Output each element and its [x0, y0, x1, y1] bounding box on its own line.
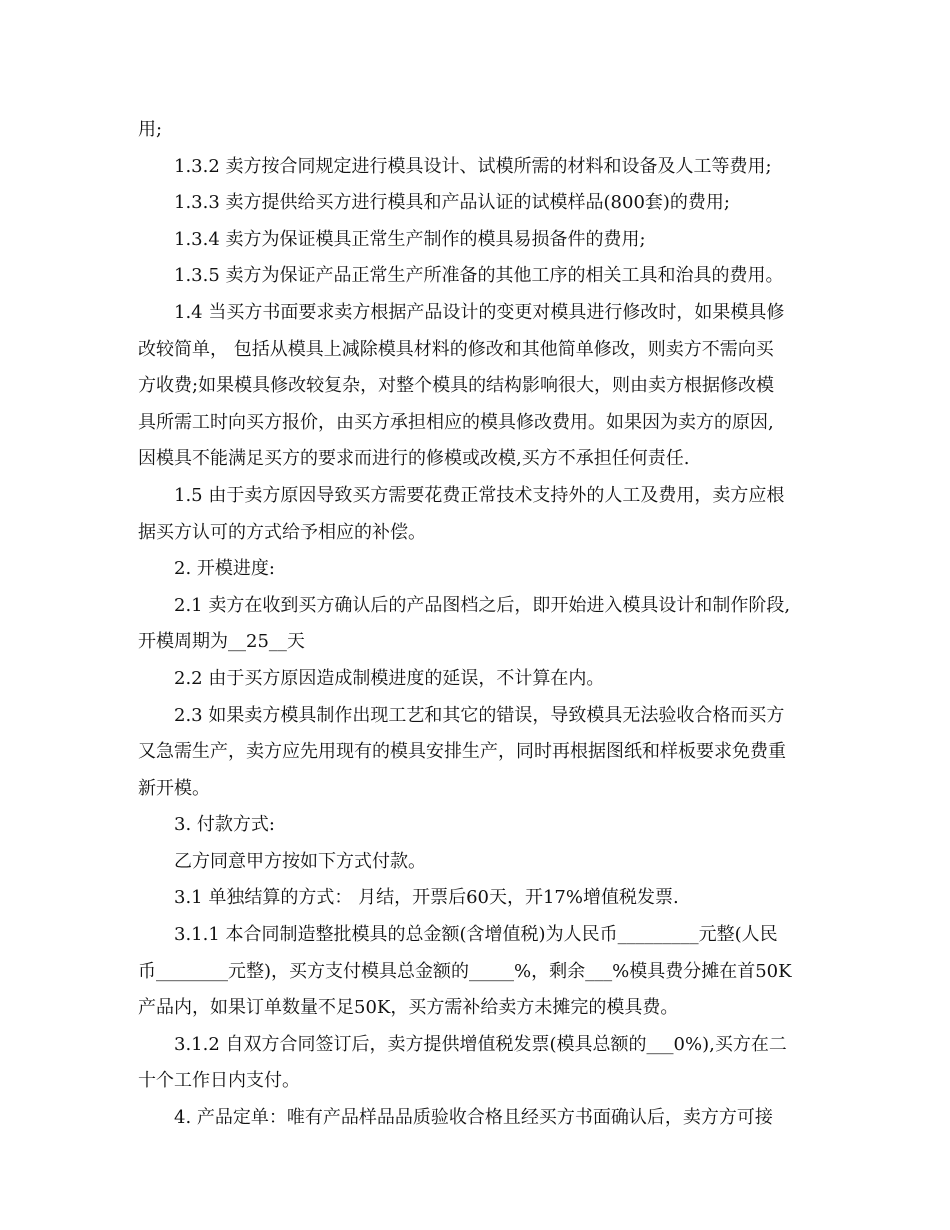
text-line: 方收费;如果模具修改较复杂，对整个模具的结构影响很大，则由卖方根据修改模: [138, 375, 775, 397]
text-line: 币________元整)，买方支付模具总金额的_____%，剩余___%模具费分摊在首50K: [138, 960, 792, 982]
text-line: 1.3.3 卖方提供给买方进行模具和产品认证的试模样品(800套)的费用;: [174, 192, 730, 214]
text-line: 因模具不能满足买方的要求而进行的修模或改模,买方不承担任何责任.: [138, 448, 690, 470]
text-line: 3.1.2 自双方合同签订后，卖方提供增值税发票(模具总额的___0%),买方在二: [174, 1033, 787, 1055]
text-line: 新开模。: [138, 777, 210, 799]
document-body: [138, 112, 818, 1137]
text-line: 又急需生产，卖方应先用现有的模具安排生产，同时再根据图纸和样板要求免费重: [138, 741, 786, 763]
text-line: 1.4 当买方书面要求卖方根据产品设计的变更对模具进行修改时，如果模具修: [174, 301, 785, 323]
text-line: 3. 付款方式:: [174, 814, 275, 836]
text-line: 改较简单， 包括从模具上减除模具材料的修改和其他简单修改，则卖方不需向买: [138, 338, 774, 360]
text-line: 4. 产品定单：唯有产品样品品质验收合格且经买方书面确认后，卖方方可接: [174, 1107, 773, 1129]
text-line: 用;: [138, 119, 163, 140]
text-line: 十个工作日内支付。: [138, 1070, 300, 1092]
text-line: 据买方认可的方式给予相应的补偿。: [138, 521, 426, 543]
text-line: 3.1.1 本合同制造整批模具的总金额(含增值税)为人民币_________元整(人民: [174, 924, 778, 946]
text-line: 乙方同意甲方按如下方式付款。: [174, 850, 426, 872]
text-line: 1.5 由于卖方原因导致买方需要花费正常技术支持外的人工及费用，卖方应根: [174, 484, 785, 506]
text-line: 2.2 由于买方原因造成制模进度的延误，不计算在内。: [174, 667, 605, 689]
text-line: 1.3.4 卖方为保证模具正常生产制作的模具易损备件的费用;: [174, 228, 646, 250]
text-line: 产品内，如果订单数量不足50K，买方需补给卖方未摊完的模具费。: [138, 997, 679, 1019]
text-line: 2. 开模进度:: [174, 558, 275, 580]
text-line: 具所需工时向买方报价，由买方承担相应的模具修改费用。如果因为卖方的原因,: [138, 411, 774, 433]
text-line: 2.3 如果卖方模具制作出现工艺和其它的错误，导致模具无法验收合格而买方: [174, 704, 785, 726]
text-line: 3.1 单独结算的方式： 月结，开票后60天，开17%增值税发票.: [174, 887, 679, 909]
text-line: 2.1 卖方在收到买方确认后的产品图档之后，即开始进入模具设计和制作阶段,: [174, 594, 791, 616]
text-line: 1.3.2 卖方按合同规定进行模具设计、试模所需的材料和设备及人工等费用;: [174, 155, 772, 177]
text-line: 开模周期为__25__天: [138, 631, 305, 653]
text-line: 1.3.5 卖方为保证产品正常生产所准备的其他工序的相关工具和治具的费用。: [174, 265, 784, 287]
